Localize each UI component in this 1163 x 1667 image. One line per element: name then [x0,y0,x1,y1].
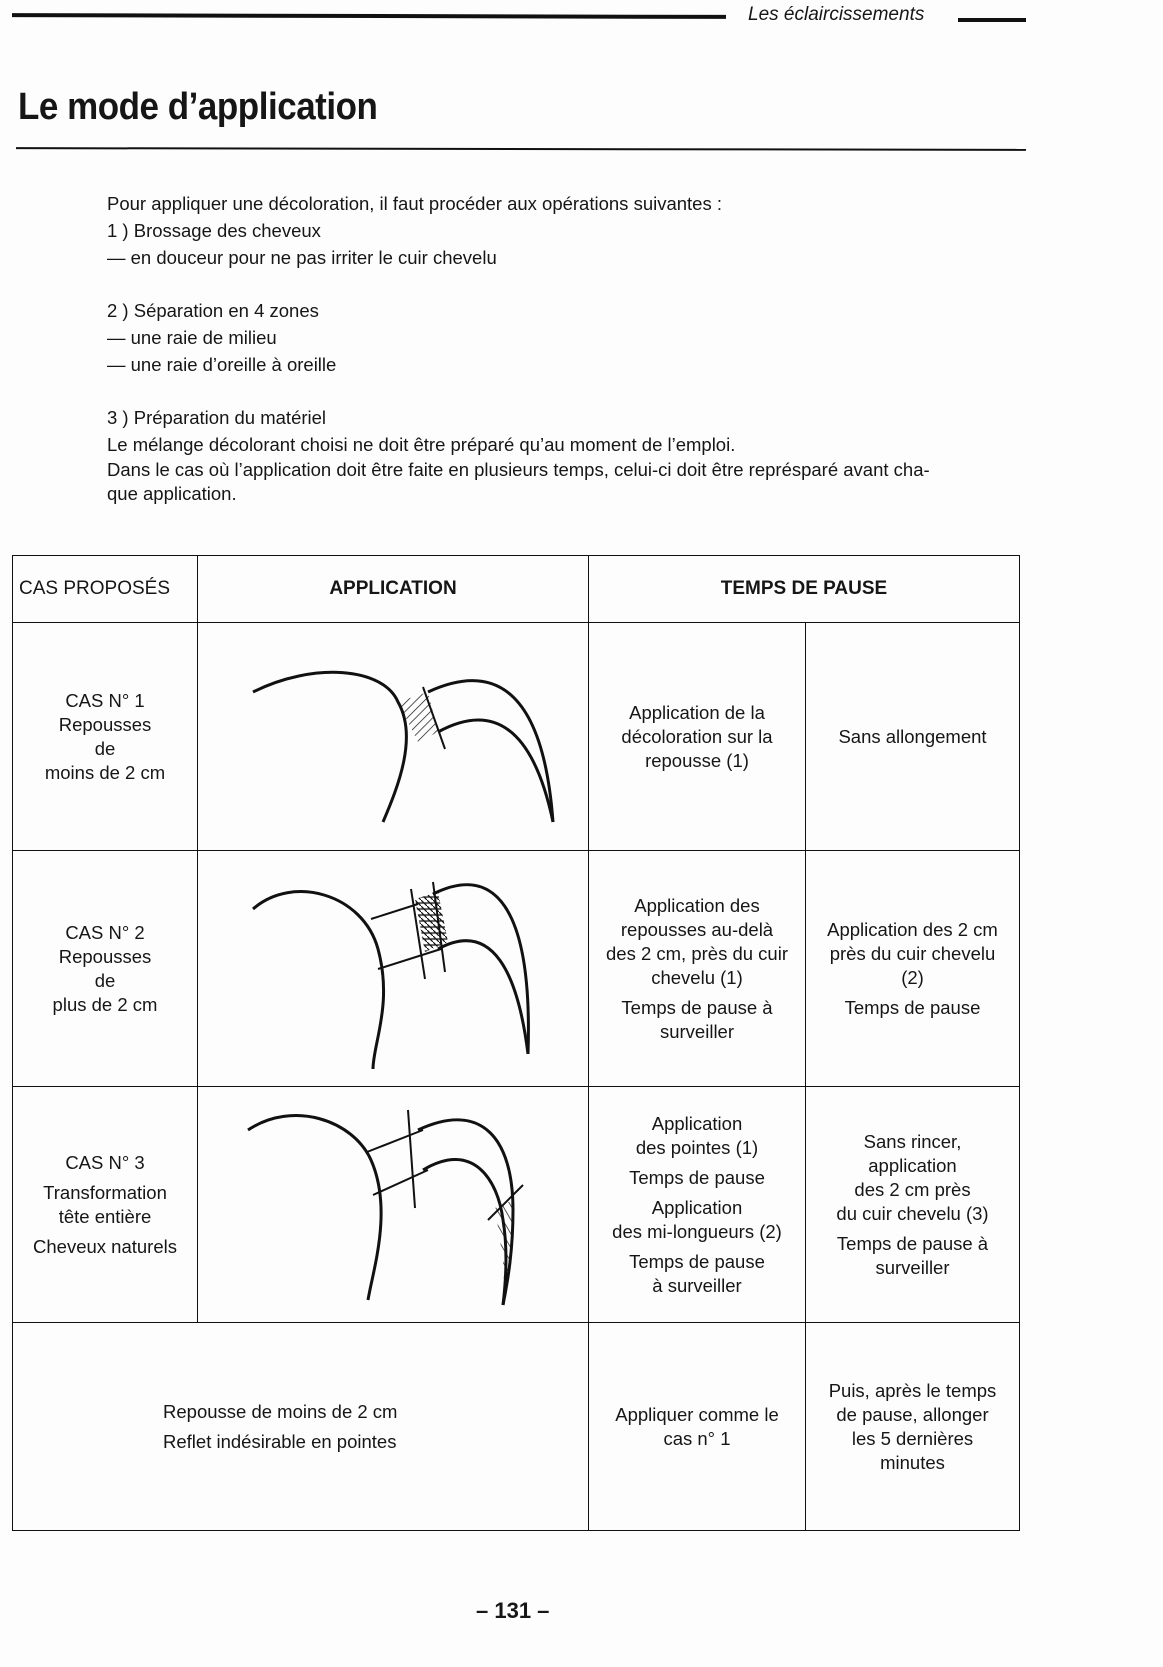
header-rule-left [12,13,726,19]
pause-text: des mi-longueurs (2) [612,1220,782,1242]
pause-step-1 [589,1087,806,1323]
case-number: CAS N° 2 [65,921,145,943]
table-row [13,623,1020,851]
case-text: Repousse de moins de 2 cm [163,1400,398,1422]
pause-text: les 5 dernières [851,1427,974,1449]
hair-strand-diagram-icon [223,647,563,827]
pause-text: surveiller [659,1020,735,1042]
pause-step-1 [589,623,806,851]
case-label [13,1087,198,1323]
intro-lead: Pour appliquer une décoloration, il faut procéder aux opérations suivantes : [107,193,722,214]
pause-text: décoloration sur la [621,725,773,747]
pause-text: minutes [880,1451,945,1473]
pause-text: cas n° 1 [663,1427,731,1449]
table-header-row [13,556,1020,623]
pause-text: (2) [901,966,924,988]
case-text: moins de 2 cm [44,761,166,783]
title-underline [16,147,1026,151]
pause-text: Application de la [629,701,765,723]
case-text: Transformation [43,1181,167,1203]
pause-text: Application [651,1196,743,1218]
case-text: tête entière [58,1205,152,1227]
pause-step-2 [806,1087,1020,1323]
pause-text: du cuir chevelu (3) [836,1202,989,1224]
pause-text: Sans rincer, [863,1130,962,1152]
pause-text: Application des 2 cm [827,918,998,940]
pause-text: Application des [634,894,760,916]
case-number: CAS N° 1 [65,689,145,711]
pause-text: repousses au-delà [620,918,774,940]
step-2-item: — une raie de milieu [107,327,277,348]
hair-strand-diagram-icon [223,1100,563,1310]
pause-text: Temps de pause à [836,1232,989,1254]
step-3-item: Dans le cas où l’application doit être faite en plusieurs temps, celui-ci doit être représparé avant cha- [107,459,930,480]
case-text: Repousses [58,945,152,967]
pause-step-2 [806,1323,1020,1531]
header-application: APPLICATION [198,556,589,623]
page-title: Le mode d’application [18,86,378,128]
pause-text: Temps de pause [629,1250,765,1272]
case-label-wide [13,1323,589,1531]
pause-text: chevelu (1) [651,966,743,988]
pause-text: des pointes (1) [635,1136,759,1158]
step-3-title: 3 ) Préparation du matériel [107,407,327,428]
pause-step-2 [806,623,1020,851]
pause-step-2 [806,851,1020,1087]
cases-table [12,555,1020,1531]
case-number: CAS N° 3 [65,1151,145,1173]
case-label [13,623,198,851]
hair-strand-diagram-icon [223,864,563,1074]
pause-text: des 2 cm, près du cuir [606,942,788,964]
running-header: Les éclaircissements [748,4,925,25]
strand-drawing-cell [198,623,589,851]
table-row [13,851,1020,1087]
case-text: de [94,737,116,759]
step-2-item: — une raie d’oreille à oreille [107,354,337,375]
header-rule-right [958,18,1026,22]
pause-text: Application [651,1112,743,1134]
pause-text: surveiller [875,1256,950,1278]
pause-text: Temps de pause [844,996,981,1018]
pause-text: Puis, après le temps [828,1379,997,1401]
table-row [13,1323,1020,1531]
pause-text: des 2 cm près [854,1178,971,1200]
case-text: Cheveux naturels [33,1235,177,1257]
step-1-item: — en douceur pour ne pas irriter le cuir chevelu [107,247,497,268]
pause-text: à surveiller [652,1274,742,1296]
step-3-item: que application. [107,483,237,504]
pause-text: Temps de pause à [621,996,773,1018]
pause-text: de pause, allonger [836,1403,989,1425]
table-row [13,1087,1020,1323]
intro-section [107,190,1027,506]
strand-drawing-cell [198,851,589,1087]
step-3-item: Le mélange décolorant choisi ne doit être préparé qu’au moment de l’emploi. [107,434,736,455]
strand-drawing-cell [198,1087,589,1323]
step-1-title: 1 ) Brossage des cheveux [107,220,321,241]
header-temps-de-pause: TEMPS DE PAUSE [589,556,1020,623]
pause-text: repousse (1) [645,749,749,771]
pause-step-1 [589,1323,806,1531]
pause-text: Sans allongement [838,725,987,747]
case-text: Reflet indésirable en pointes [163,1430,397,1452]
pause-text: près du cuir chevelu [829,942,996,964]
page-number: – 131 – [476,1598,550,1623]
step-2-title: 2 ) Séparation en 4 zones [107,300,319,321]
pause-text: application [868,1154,957,1176]
pause-text: Appliquer comme le [615,1403,779,1425]
case-label [13,851,198,1087]
case-text: Repousses [58,713,152,735]
header-cas-proposes: CAS PROPOSÉS [13,556,198,623]
case-text: de [94,969,116,991]
pause-step-1 [589,851,806,1087]
pause-text: Temps de pause [629,1166,765,1188]
case-text: plus de 2 cm [52,993,158,1015]
